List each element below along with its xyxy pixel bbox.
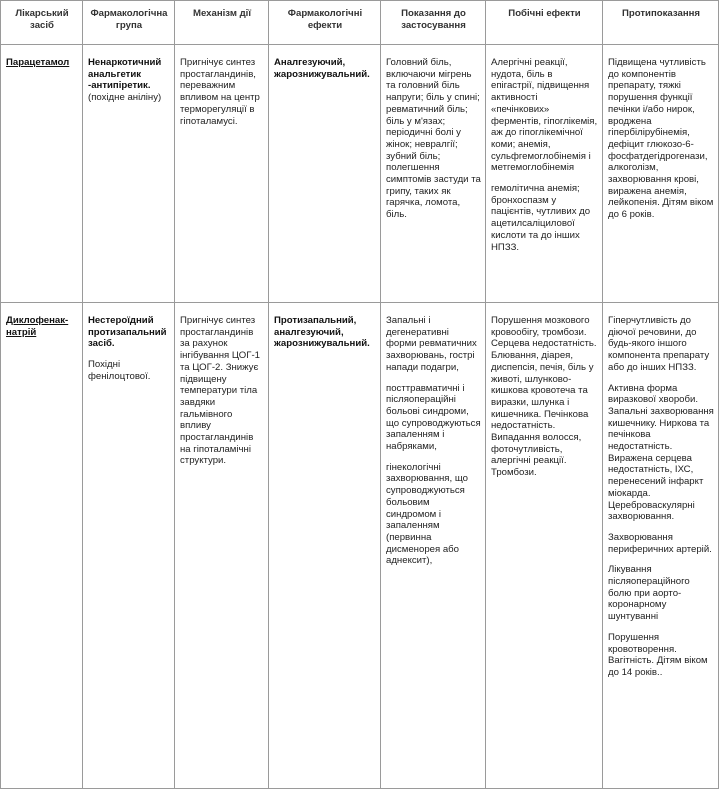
group-name: Нестероїдний протизапальний засіб. bbox=[88, 315, 167, 350]
mechanism-cell: Пригнічує синтез простагландинів, переважним впливом на центр терморегуляції в гіпоталамусі. bbox=[175, 45, 269, 303]
header-side-effects: Побічні ефекти bbox=[486, 1, 603, 45]
side-effects-text: Алергічні реакції, нудота, біль в епігастрії, підвищення активності «печінкових» ферментів, гіпоглікемія, аж до гіпоглікемічної коми; анемія, сульфгемоглобінемія і метгемоглобінемія bbox=[491, 57, 598, 174]
effects-cell: Аналгезуючий, жарознижувальний. bbox=[269, 45, 381, 303]
header-group: Фармакологічна група bbox=[83, 1, 175, 45]
indications-text: Запальні і дегенеративні форми ревматичних захворювань, гострі напади подагри, bbox=[386, 315, 477, 373]
contraindications-text: Підвищена чутливість до компонентів препарату, тяжкі порушення функції печінки і/або нирок, вроджена гіпербілірубінемія, дефіцит глюкозо-6-фосфатдегідрогенази, алкоголізм, захворювання крові, виражена анемія, лейкопенія. Дітям віком до 6 років. bbox=[608, 57, 714, 221]
group-note: Похідні фенілоцтової. bbox=[88, 359, 151, 382]
side-effects-text: гемолітична анемія; бронхоспазм у пацієнтів, чутливих до ацетилсаліцилової кислоти та до інших НПЗЗ. bbox=[491, 183, 591, 253]
group-note: (похідне аніліну) bbox=[88, 92, 162, 104]
indications-cell bbox=[381, 45, 486, 303]
drug-name: Диклофенак-натрій bbox=[1, 303, 83, 789]
indications-text: Головний біль, включаючи мігрень та головний біль напруги; біль у спині; ревматичний біль; біль у м'язах; періодичні болі у жінок; невралгії; зубний біль; полегшення симптомів застуди та грипу, таких як гарячка, ломота, біль. bbox=[386, 57, 481, 221]
mechanism-cell: Пригнічує синтез простагландинів за рахунок інгібування ЦОГ-1 та ЦОГ-2. Знижує підвищену температури тіла завдяки гальмівного впливу простагландинів на гіпоталамічні структури. bbox=[175, 303, 269, 789]
group-name: Ненаркотичний анальгетик -антипіретик. bbox=[88, 57, 162, 92]
header-mechanism: Механізм дії bbox=[175, 1, 269, 45]
drug-name: Парацетамол bbox=[1, 45, 83, 303]
indications-cell bbox=[381, 303, 486, 789]
header-drug: Лікарський засіб bbox=[1, 1, 83, 45]
header-row bbox=[1, 1, 719, 45]
contraindications-text: Порушення кровотворення. Вагітність. Дітям віком до 14 років.. bbox=[608, 631, 708, 678]
side-effects-cell bbox=[486, 45, 603, 303]
contraindications-text: Лікування післяопераційного болю при аорто-коронарному шунтуванні bbox=[608, 564, 690, 623]
contraindications-text: Гіперчутливість до діючої речовини, до будь-якого іншого компонента препарату або до інших НПЗЗ. bbox=[608, 315, 710, 373]
header-indications: Показання до застосування bbox=[381, 1, 486, 45]
contraindications-text: Активна форма виразкової хвороби. Запальні захворювання кишечнику. Ниркова та печінкова недостатність. Виражена серцева недостатність, ІХС, перенесений інфаркт міокарда. Цереброваскулярні захворювання. bbox=[608, 382, 714, 523]
contraindications-cell bbox=[603, 303, 719, 789]
header-contraindications: Протипоказання bbox=[603, 1, 719, 45]
contraindications-cell bbox=[603, 45, 719, 303]
table-row bbox=[1, 303, 719, 789]
contraindications-text: Захворювання периферичних артерій. bbox=[608, 531, 712, 555]
indications-text: посттравматичні і післяопераційні больові синдроми, що супроводжуються запаленням і набряками, bbox=[386, 382, 481, 453]
group-cell bbox=[83, 45, 175, 303]
header-effects: Фармакологічні ефекти bbox=[269, 1, 381, 45]
effects-cell: Протизапальний, аналгезуючий, жарознижувальний. bbox=[269, 303, 381, 789]
table-row bbox=[1, 45, 719, 303]
side-effects-text: Порушення мозкового кровообігу, тромбози. Серцева недостатність. Блювання, діарея, диспепсія, печія, біль у животі, шлунково-кишкова кровотеча та виразки, шлунка і кишечника. Печінкова недостатність. Випадання волосся, фоточутливість, алергічні реакції. Тромбози. bbox=[491, 315, 597, 479]
group-cell bbox=[83, 303, 175, 789]
indications-text: гінекологічні захворювання, що супроводжуються больовим синдромом і запаленням (первинна дисменорея або аднексит), bbox=[386, 461, 468, 567]
side-effects-cell bbox=[486, 303, 603, 789]
